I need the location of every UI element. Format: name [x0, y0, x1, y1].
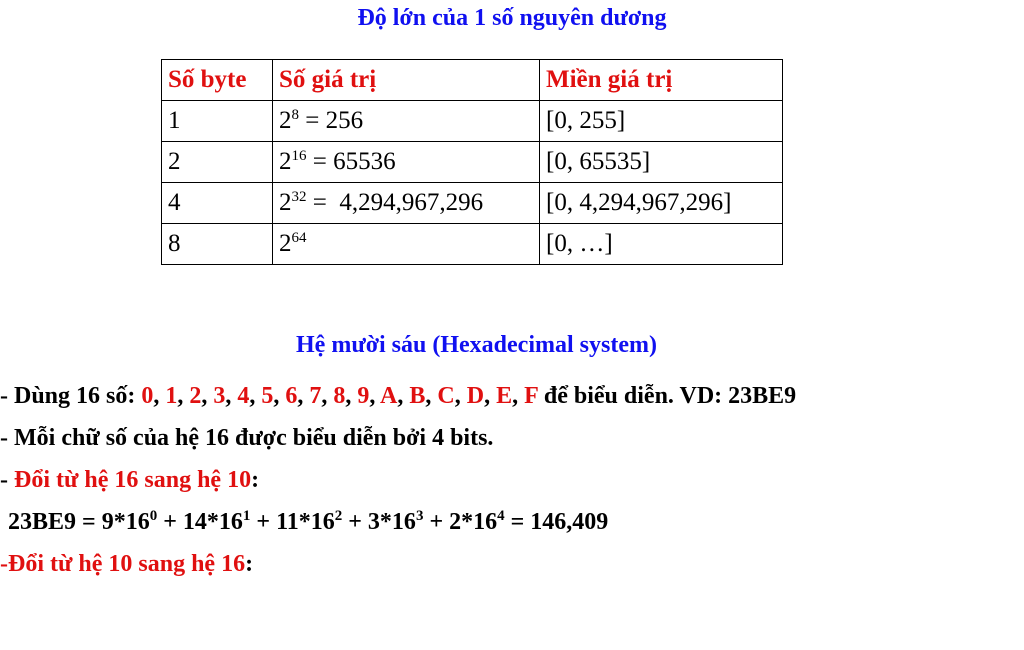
dec-to-hex-heading: -Đổi từ hệ 10 sang hệ 16:	[0, 551, 254, 577]
hex-digit-separator: ,	[345, 383, 358, 409]
hex-digit-list	[141, 383, 538, 409]
table-row	[162, 224, 783, 265]
hex-bits-line: - Mỗi chữ số của hệ 16 được biểu diễn bởi 4 bits.	[0, 425, 494, 451]
hex-digit-separator: ,	[454, 383, 467, 409]
hex-digit-separator: ,	[321, 383, 334, 409]
dec-to-hex-label: -Đổi từ hệ 10 sang hệ 16	[0, 551, 246, 577]
table-row	[162, 142, 783, 183]
cell-count: $2^{64}$	[273, 224, 540, 265]
cell-bytes: 1	[162, 101, 273, 142]
header-value-count: Số giá trị	[273, 60, 540, 101]
hex-digit: 3	[213, 383, 226, 409]
hex-digit-separator: ,	[369, 383, 381, 409]
hex-digit: 8	[333, 383, 346, 409]
table-header-row	[162, 60, 783, 101]
hex-digit: 1	[165, 383, 178, 409]
header-byte-count: Số byte	[162, 60, 273, 101]
cell-bytes: 2	[162, 142, 273, 183]
hex-digit-separator: ,	[484, 383, 497, 409]
hex-digit-separator: ,	[425, 383, 438, 409]
hex-digit-separator: ,	[297, 383, 310, 409]
cell-range: [0, 4,294,967,296]	[540, 183, 783, 224]
section-title-hexadecimal: Hệ mười sáu (Hexadecimal system)	[296, 332, 657, 358]
hex-digit: 2	[189, 383, 202, 409]
cell-bytes: 4	[162, 183, 273, 224]
hex-digit-separator: ,	[397, 383, 410, 409]
cell-bytes: 8	[162, 224, 273, 265]
hex-digit-separator: ,	[225, 383, 238, 409]
hex-digit: 4	[237, 383, 250, 409]
hex-digit: 6	[285, 383, 298, 409]
cell-range: [0, …]	[540, 224, 783, 265]
hex-digit-separator: ,	[153, 383, 166, 409]
cell-count: $2^{32} = 4,294,967,296$	[273, 183, 540, 224]
hex-digit: F	[524, 383, 538, 409]
hex-digit-separator: ,	[177, 383, 190, 409]
hex-digit-separator: ,	[249, 383, 262, 409]
hex-digit: 5	[261, 383, 274, 409]
table-row	[162, 101, 783, 142]
hex-conversion-example: $23BE9 = 9*16^0 + 14*16^1 + 11*16^2 + 3*16^3 + 2*16^4 = 146,409$	[8, 508, 609, 535]
hex-digit: 9	[357, 383, 370, 409]
cell-count: $2^8 = 256$	[273, 101, 540, 142]
cell-range: [0, 255]	[540, 101, 783, 142]
hex-digit-separator: ,	[201, 383, 214, 409]
hex-digits-line	[0, 381, 796, 411]
section-title-integer-size: Độ lớn của 1 số nguyên dương	[357, 5, 667, 31]
hex-digit: B	[409, 383, 426, 409]
hex-digit-separator: ,	[273, 383, 286, 409]
integer-range-table	[161, 59, 783, 265]
hex-digit: 7	[309, 383, 322, 409]
table-row	[162, 183, 783, 224]
hex-to-dec-heading: - Đổi từ hệ 16 sang hệ 10:	[0, 467, 260, 493]
hex-digit: 0	[141, 383, 154, 409]
hex-digit: D	[466, 383, 485, 409]
hex-digit: A	[380, 383, 398, 409]
hex-digits-suffix: để biểu diễn. VD: 23BE9	[537, 383, 797, 409]
hex-digits-prefix: - Dùng 16 số:	[0, 383, 142, 409]
header-value-range: Miền giá trị	[540, 60, 783, 101]
hex-to-dec-label: Đổi từ hệ 16 sang hệ 10	[14, 467, 252, 493]
cell-range: [0, 65535]	[540, 142, 783, 183]
cell-count: $2^{16} = 65536$	[273, 142, 540, 183]
hex-digit: C	[437, 383, 455, 409]
hex-digit: E	[496, 383, 513, 409]
hex-digit-separator: ,	[512, 383, 525, 409]
